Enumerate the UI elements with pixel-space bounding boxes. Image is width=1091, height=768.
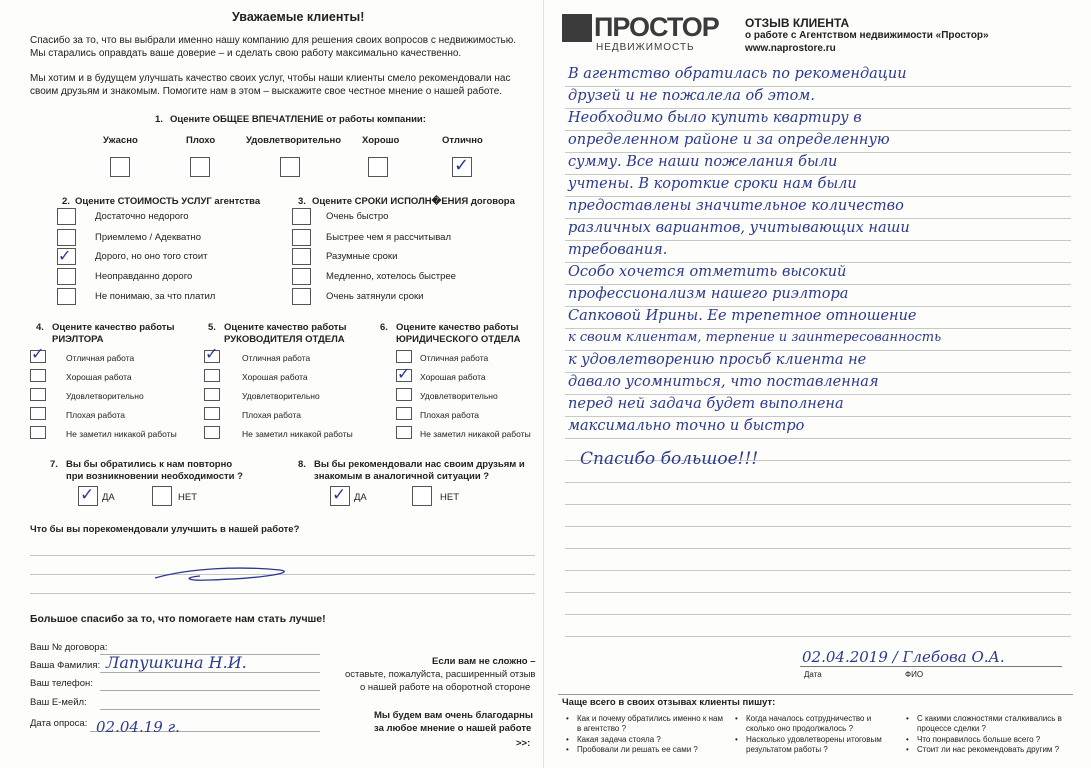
check-mark-icon: ✓: [31, 344, 45, 363]
date-value: 02.04.19 г.: [96, 718, 180, 736]
survey-page: [0, 0, 545, 768]
review-line: давало усомниться, что поставленная: [568, 374, 879, 390]
q1-checkbox[interactable]: [280, 157, 300, 177]
q3-option: Медленно, хотелось быстрее: [326, 271, 456, 282]
q6-number: 6.: [380, 322, 388, 333]
bullet-icon: •: [735, 714, 738, 723]
q1-checkbox[interactable]: [110, 157, 130, 177]
review-line: профессионализм нашего риэлтора: [568, 286, 849, 302]
ruled-line: [565, 504, 1071, 505]
review-line: требования.: [568, 242, 668, 258]
q3-option: Очень быстро: [326, 211, 389, 222]
check-mark-icon: ✓: [58, 246, 72, 265]
footer-tip: Пробовали ли решать ее сами ?: [577, 745, 698, 754]
q4-option: Плохая работа: [66, 410, 126, 420]
q2-title: Оцените СТОИМОСТЬ УСЛУГ агентства: [75, 196, 261, 207]
q5-option: Удовлетворительно: [242, 391, 320, 401]
bullet-icon: •: [735, 735, 738, 744]
phone-input[interactable]: [100, 690, 320, 691]
q4-subtitle: РИЭЛТОРА: [52, 334, 104, 345]
ruled-line: [565, 372, 1071, 373]
q4-checkbox[interactable]: [30, 369, 46, 382]
ruled-line: [565, 262, 1071, 263]
bullet-icon: •: [566, 745, 569, 754]
q6-option: Хорошая работа: [420, 372, 486, 382]
side-note-4: Мы будем вам очень благодарны: [374, 710, 533, 721]
q2-option: Приемлемо / Адекватно: [95, 232, 202, 243]
q7-yes-label: ДА: [102, 492, 115, 503]
q2-option: Дорого, но оно того стоит: [95, 251, 208, 262]
review-title: ОТЗЫВ КЛИЕНТА: [745, 16, 850, 30]
footer-divider: [558, 694, 1073, 695]
review-subtitle: о работе с Агентством недвижимости «Простор»: [745, 30, 989, 41]
q4-checkbox[interactable]: [30, 388, 46, 401]
q6-checkbox[interactable]: [396, 388, 412, 401]
q3-option: Быстрее чем я рассчитывал: [326, 232, 452, 243]
q4-option: Хорошая работа: [66, 372, 132, 382]
review-line: к удовлетворению просьб клиента не: [568, 352, 867, 368]
footer-tip: С какими сложностями сталкивались в процессе сделки ?: [917, 714, 1062, 733]
footer-tip: Стоит ли нас рекомендовать другим ?: [917, 745, 1060, 754]
side-note-1: Если вам не сложно –: [432, 656, 536, 667]
ruled-line: [565, 284, 1071, 285]
q8-subtitle: знакомым в аналогичной ситуации ?: [314, 471, 490, 482]
q1-option-label: Плохо: [186, 135, 216, 146]
q1-option-label: Удовлетворительно: [246, 135, 342, 146]
q7-title: Вы бы обратились к нам повторно: [66, 459, 233, 470]
review-line: Сапковой Ирины. Ее трепетное отношение: [568, 308, 917, 324]
review-line: к своим клиентам, терпение и заинтересованность: [568, 330, 942, 345]
ruled-line: [565, 526, 1071, 527]
ruled-line: [565, 394, 1071, 395]
footer-tip: Как и почему обратились именно к нам в агентство ?: [577, 714, 723, 733]
ruled-line: [565, 570, 1071, 571]
bullet-icon: •: [566, 735, 569, 744]
side-note-3: о нашей работе на оборотной стороне: [360, 682, 531, 693]
signature-value: 02.04.2019 / Глебова О.А.: [802, 648, 1005, 666]
surname-label: Ваша Фамилия:: [30, 660, 101, 671]
footer-tip: Насколько удовлетворены итоговым результатом работы ?: [746, 735, 882, 754]
q4-checkbox[interactable]: [30, 426, 46, 439]
q8-yes-label: ДА: [354, 492, 367, 503]
ruled-line: [565, 218, 1071, 219]
intro-text-2: Мы хотим и в будущем улучшать качество своих услуг, чтобы наши клиенты смело рекомендовали нас своим друзьям и знакомым. Помогите нам в этом – выскажите свое честное мнение о нашей работе.: [30, 73, 511, 97]
ruled-line: [565, 416, 1071, 417]
q1-checkbox[interactable]: [368, 157, 388, 177]
q5-checkbox[interactable]: [204, 407, 220, 420]
bullet-icon: •: [566, 714, 569, 723]
q6-checkbox[interactable]: [396, 350, 412, 363]
q5-checkbox[interactable]: [204, 388, 220, 401]
q5-title: Оцените качество работы: [224, 322, 347, 333]
check-mark-icon: ✓: [80, 485, 95, 505]
side-note-5: за любое мнение о нашей работе: [374, 723, 532, 734]
q1-option-label: Хорошо: [362, 135, 400, 146]
q3-checkbox[interactable]: [292, 288, 311, 305]
q7-no-checkbox[interactable]: [152, 486, 172, 506]
q2-checkbox[interactable]: [57, 208, 76, 225]
q1-title: Оцените ОБЩЕЕ ВПЕЧАТЛЕНИЕ от работы компании:: [170, 114, 426, 125]
review-line: различных вариантов, учитывающих наши: [568, 220, 910, 236]
check-mark-icon: ✓: [397, 364, 411, 383]
ruled-line: [565, 482, 1071, 483]
ruled-line: [565, 108, 1071, 109]
q4-title: Оцените качество работы: [52, 322, 175, 333]
ruled-line: [565, 152, 1071, 153]
surname-value: Лапушкина Н.И.: [106, 653, 247, 672]
q8-no-label: НЕТ: [440, 492, 459, 503]
ruled-line: [565, 350, 1071, 351]
q8-no-checkbox[interactable]: [412, 486, 432, 506]
review-line: В агентство обратилась по рекомендации: [568, 66, 907, 82]
ruled-line: [565, 328, 1071, 329]
ruled-line: [565, 548, 1071, 549]
q4-option: Отличная работа: [66, 353, 135, 363]
ruled-line: [565, 130, 1071, 131]
q6-option: Отличная работа: [420, 353, 489, 363]
ruled-line: [565, 438, 1071, 439]
review-line: Особо хочется отметить высокий: [568, 264, 847, 280]
q8-title: Вы бы рекомендовали нас своим друзьям и: [314, 459, 525, 470]
review-line: сумму. Все наши пожелания были: [568, 154, 838, 170]
q2-option: Не понимаю, за что платил: [95, 291, 216, 302]
q3-checkbox[interactable]: [292, 268, 311, 285]
check-mark-icon: ✓: [205, 344, 219, 363]
q2-checkbox[interactable]: [57, 268, 76, 285]
review-line: предоставлены значительное количество: [568, 198, 904, 214]
q2-option: Неоправданно дорого: [95, 271, 193, 282]
ruled-line: [565, 174, 1071, 175]
q3-option: Очень затянули сроки: [326, 291, 424, 302]
q6-option: Не заметил никакой работы: [420, 429, 531, 439]
q5-checkbox[interactable]: [204, 426, 220, 439]
q1-checkbox[interactable]: [190, 157, 210, 177]
q2-number: 2.: [62, 196, 70, 207]
email-input[interactable]: [100, 709, 320, 710]
q7-number: 7.: [50, 459, 58, 470]
page-divider: [543, 0, 544, 768]
q5-checkbox[interactable]: [204, 369, 220, 382]
q4-checkbox[interactable]: [30, 407, 46, 420]
q5-option: Не заметил никакой работы: [242, 429, 353, 439]
check-mark-icon: ✓: [332, 485, 347, 505]
surname-input[interactable]: [100, 672, 320, 673]
signature-line: [800, 666, 1062, 667]
ruled-line: [565, 636, 1071, 637]
bullet-icon: •: [906, 745, 909, 754]
q1-option-label: Отлично: [442, 135, 483, 146]
review-line: Спасибо большое!!!: [580, 449, 759, 469]
intro-text-1: Спасибо за то, что вы выбрали именно нашу компанию для решения своих вопросов с недвижимостью. Мы старались оправдать ваше доверие – и сделать свою работу максимально качественно.: [30, 35, 517, 59]
q1-option-label: Ужасно: [103, 135, 138, 146]
q6-checkbox[interactable]: [396, 426, 412, 439]
logo-icon: [562, 14, 592, 42]
q3-title: Оцените СРОКИ ИСПОЛН�ЕНИЯ договора: [312, 196, 515, 207]
q2-checkbox[interactable]: [57, 229, 76, 246]
q2-checkbox[interactable]: [57, 288, 76, 305]
check-mark-icon: ✓: [454, 155, 470, 176]
pen-scribble: [150, 548, 310, 588]
review-line: определенном районе и за определенную: [568, 132, 890, 148]
phone-label: Ваш телефон:: [30, 678, 93, 689]
review-line: максимально точно и быстро: [568, 418, 805, 434]
q5-option: Хорошая работа: [242, 372, 308, 382]
q4-option: Не заметил никакой работы: [66, 429, 177, 439]
answer-line: [30, 593, 535, 594]
ruled-line: [565, 86, 1071, 87]
date-caption: Дата: [804, 670, 822, 679]
q5-option: Отличная работа: [242, 353, 311, 363]
bullet-icon: •: [906, 714, 909, 723]
q6-subtitle: ЮРИДИЧЕСКОГО ОТДЕЛА: [396, 334, 521, 345]
thanks-text: Большое спасибо за то, что помогаете нам стать лучше!: [30, 613, 326, 625]
review-line: учтены. В короткие сроки нам были: [568, 176, 857, 192]
email-label: Ваш E-мейл:: [30, 697, 87, 708]
review-line: друзей и не пожалела об этом.: [568, 88, 815, 104]
review-line: Необходимо было купить квартиру в: [568, 110, 862, 126]
q5-number: 5.: [208, 322, 216, 333]
logo-subtext: НЕДВИЖИМОСТЬ: [596, 42, 695, 53]
ruled-line: [565, 196, 1071, 197]
ruled-line: [565, 240, 1071, 241]
q5-option: Плохая работа: [242, 410, 302, 420]
website-link[interactable]: www.naprostore.ru: [745, 43, 836, 54]
fio-caption: ФИО: [905, 670, 924, 679]
q6-option: Плохая работа: [420, 410, 480, 420]
arrows-icon: >>:: [516, 738, 531, 749]
q6-option: Удовлетворительно: [420, 391, 498, 401]
q6-title: Оцените качество работы: [396, 322, 519, 333]
q2-option: Достаточно недорого: [95, 211, 189, 222]
q3-option: Разумные сроки: [326, 251, 398, 262]
survey-heading: Уважаемые клиенты!: [232, 10, 365, 24]
improve-question: Что бы вы порекомендовали улучшить в нашей работе?: [30, 524, 300, 535]
date-label: Дата опроса:: [30, 718, 88, 729]
review-line: перед ней задача будет выполнена: [568, 396, 844, 412]
q4-number: 4.: [36, 322, 44, 333]
q5-subtitle: РУКОВОДИТЕЛЯ ОТДЕЛА: [224, 334, 345, 345]
q7-subtitle: при возникновении необходимости ?: [66, 471, 243, 482]
q6-checkbox[interactable]: [396, 407, 412, 420]
footer-tip: Когда началось сотрудничество и сколько оно продолжалось ?: [746, 714, 872, 733]
ruled-line: [565, 306, 1071, 307]
q7-no-label: НЕТ: [178, 492, 197, 503]
logo-text: ПРОСТОР: [594, 12, 719, 42]
q3-checkbox[interactable]: [292, 208, 311, 225]
footer-tip: Какая задача стояла ?: [577, 735, 661, 744]
footer-title: Чаще всего в своих отзывах клиенты пишут:: [562, 697, 776, 708]
footer-tip: Что понравилось больше всего ?: [917, 735, 1041, 744]
ruled-line: [565, 592, 1071, 593]
side-note-2: оставьте, пожалуйста, расширенный отзыв: [345, 669, 536, 680]
q1-number: 1.: [155, 114, 163, 125]
contract-label: Ваш № договора:: [30, 642, 108, 653]
q8-number: 8.: [298, 459, 306, 470]
q3-checkbox[interactable]: [292, 248, 311, 265]
ruled-line: [565, 614, 1071, 615]
q4-option: Удовлетворительно: [66, 391, 144, 401]
bullet-icon: •: [906, 735, 909, 744]
q3-checkbox[interactable]: [292, 229, 311, 246]
q3-number: 3.: [298, 196, 306, 207]
